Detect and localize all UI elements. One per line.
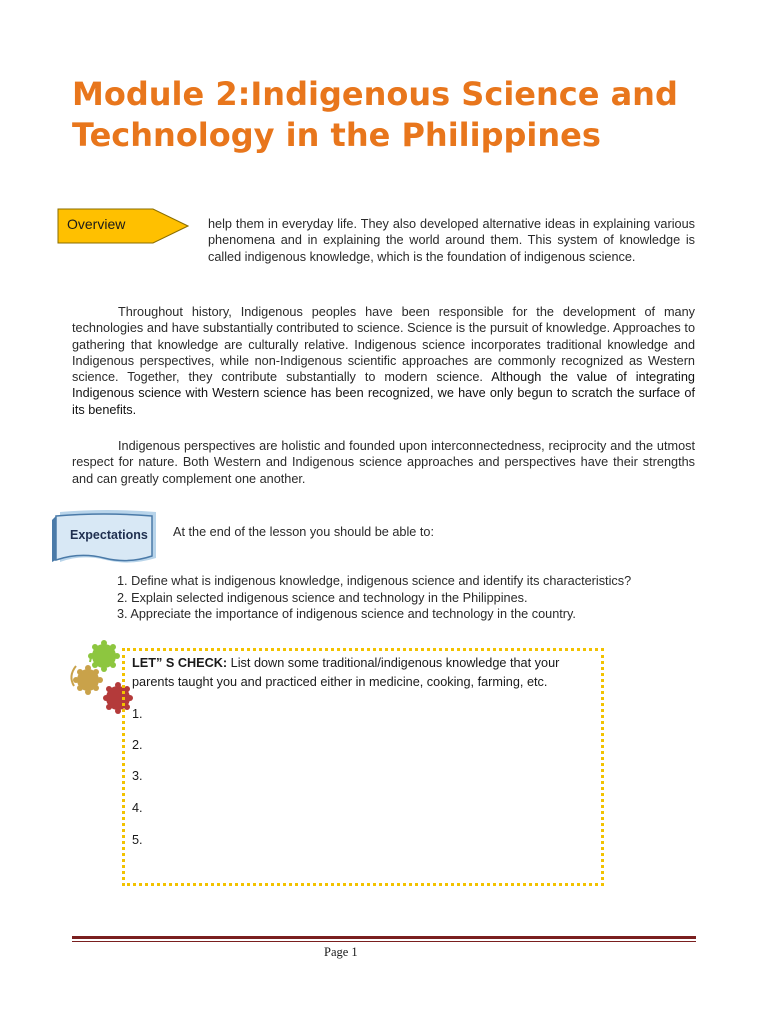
lets-check-heading: LET” S CHECK: [132,656,228,670]
overview-tag [57,208,189,244]
answer-line: 3. [132,769,143,783]
lets-check-prompt [132,654,597,692]
paragraph-history-tail: Although the value of integrating Indigenous science with Western science has been recognized, we have only begun to scratch the surface of its benefits. [72,370,695,417]
paragraph-perspectives: Indigenous perspectives are holistic and founded upon interconnectedness, reciprocity and the utmost respect for nature. Both Western and Indigenous science approaches and perspectives have their strengths and can greatly complement one another. [72,439,695,486]
list-item: 1. Define what is indigenous knowledge, indigenous science and identify its characteristics? [117,574,632,588]
list-item: 2. Explain selected indigenous science and technology in the Philippines. [117,590,528,605]
expectations-label: Expectations [70,528,148,542]
expectations-badge [52,508,162,570]
page-title: Module 2:Indigenous Science and Technology in the Philippines [72,75,678,154]
answer-line: 4. [132,801,143,815]
answer-line: 5. [132,833,143,847]
footer-rule [72,936,696,939]
lets-check-instructions: List down some traditional/indigenous knowledge that your parents taught you and practiced either in medicine, cooking, farming, etc. [132,656,560,689]
answer-line: 1. [132,707,143,721]
paragraph-history-main: Throughout history, Indigenous peoples have been responsible for the development of many technologies and have substantially contributed to science. Science is the pursuit of knowledge. Approaches to gathering that knowledge are culturally relative. Indigenous science incorporates traditional knowledge and Indigenous perspectives, while non-Indigenous scientific approaches are commonly recognized as Western science. Together, they contribute substantially to modern science. [72,305,695,385]
list-item: 3. Appreciate the importance of indigenous science and technology in the country. [117,607,576,621]
page-number: Page 1 [324,945,358,959]
overview-label: Overview [67,216,126,232]
overview-text: help them in everyday life. They also developed alternative ideas in explaining various phenomena and in explaining the world around them. This system of knowledge is called indigenous knowledge, which is the foundation of indigenous science. [208,217,695,264]
paragraph-history [72,304,695,418]
objectives-list [117,573,631,623]
expectations-intro: At the end of the lesson you should be able to: [173,525,434,539]
footer-rule-thin [72,941,696,942]
answer-line: 2. [132,738,143,752]
